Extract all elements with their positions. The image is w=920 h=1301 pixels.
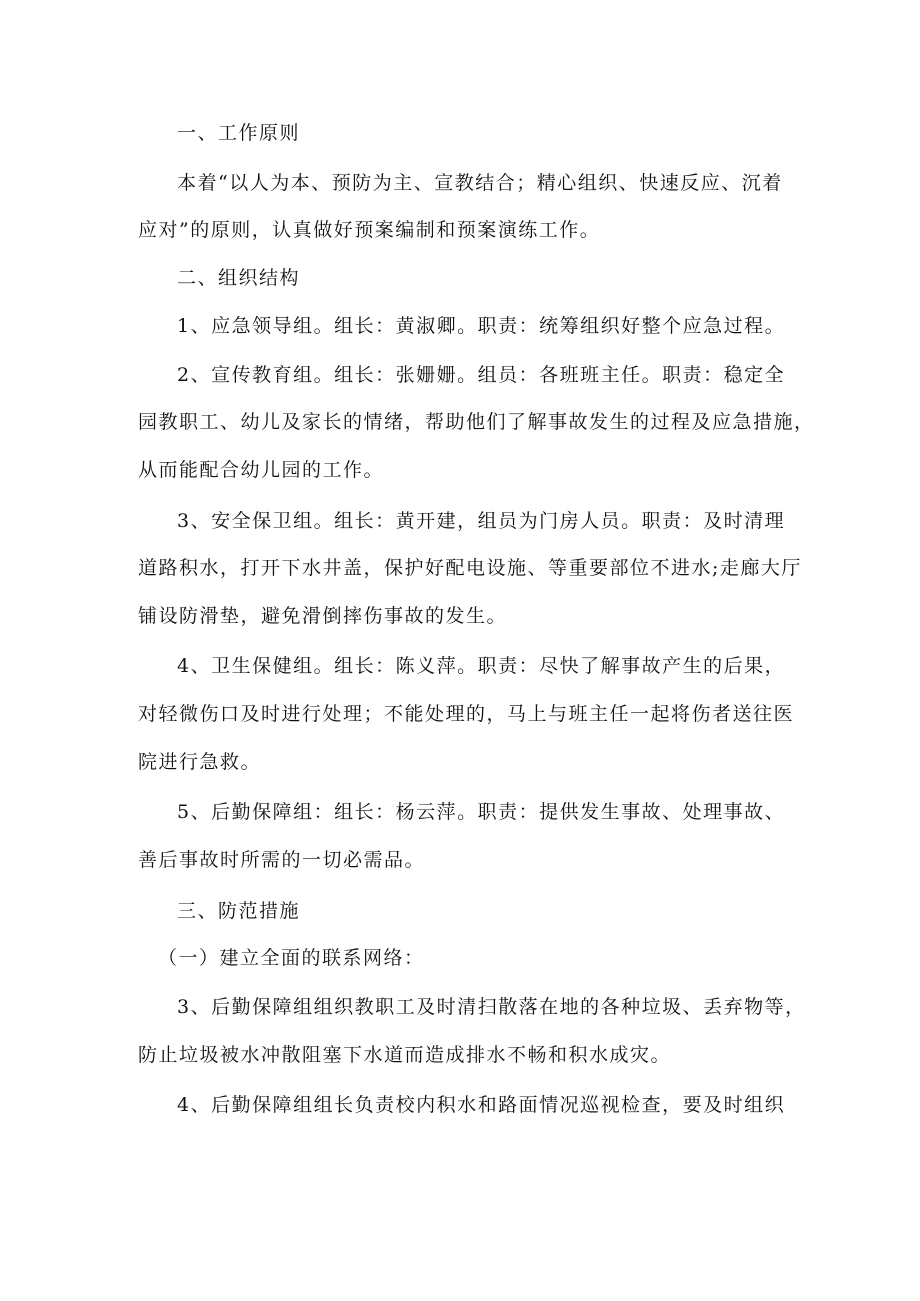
paragraph-line: 道路积水，打开下水井盖，保护好配电设施、等重要部位不进水;走廊大厅: [138, 557, 802, 579]
heading-organization: 二、组织结构: [177, 267, 301, 289]
paragraph-line: 本着“以人为本、预防为主、宣教结合；精心组织、快速反应、沉着: [177, 172, 783, 194]
paragraph-line: 3、安全保卫组。组长：黄开建，组员为门房人员。职责：及时清理: [177, 510, 786, 532]
paragraph-line: 从而能配合幼儿园的工作。: [138, 459, 385, 481]
subheading-contact-network: （一）建立全面的联系网络：: [158, 947, 425, 969]
paragraph-line: 铺设防滑垫，避免滑倒摔伤事故的发生。: [138, 605, 508, 627]
paragraph-line: 3、后勤保障组组织教职工及时清扫散落在地的各种垃圾、丢弃物等，: [177, 996, 806, 1018]
paragraph-line: 4、卫生保健组。组长：陈义萍。职责：尽快了解事故产生的后果，: [177, 655, 786, 677]
paragraph-line: 善后事故时所需的一切必需品。: [138, 849, 426, 871]
paragraph-line: 防止垃圾被水冲散阻塞下水道而造成排水不畅和积水成灾。: [138, 1044, 672, 1066]
paragraph-line: 2、宣传教育组。组长：张姗姗。组员：各班班主任。职责：稳定全: [177, 364, 786, 386]
heading-prevention: 三、防范措施: [177, 900, 301, 922]
paragraph-line: 应对”的原则，认真做好预案编制和预案演练工作。: [138, 219, 601, 241]
paragraph-line: 院进行急救。: [138, 751, 262, 773]
heading-work-principles: 一、工作原则: [177, 122, 301, 144]
paragraph-line: 1、应急领导组。组长：黄淑卿。职责：统筹组织好整个应急过程。: [177, 315, 786, 337]
paragraph-line: 5、后勤保障组：组长：杨云萍。职责：提供发生事故、处理事故、: [177, 801, 786, 823]
paragraph-line: 4、后勤保障组组长负责校内积水和路面情况巡视检查，要及时组织: [177, 1094, 786, 1116]
paragraph-line: 对轻微伤口及时进行处理；不能处理的，马上与班主任一起将伤者送往医: [138, 703, 795, 725]
paragraph-line: 园教职工、幼儿及家长的情绪，帮助他们了解事故发生的过程及应急措施，: [138, 411, 815, 433]
